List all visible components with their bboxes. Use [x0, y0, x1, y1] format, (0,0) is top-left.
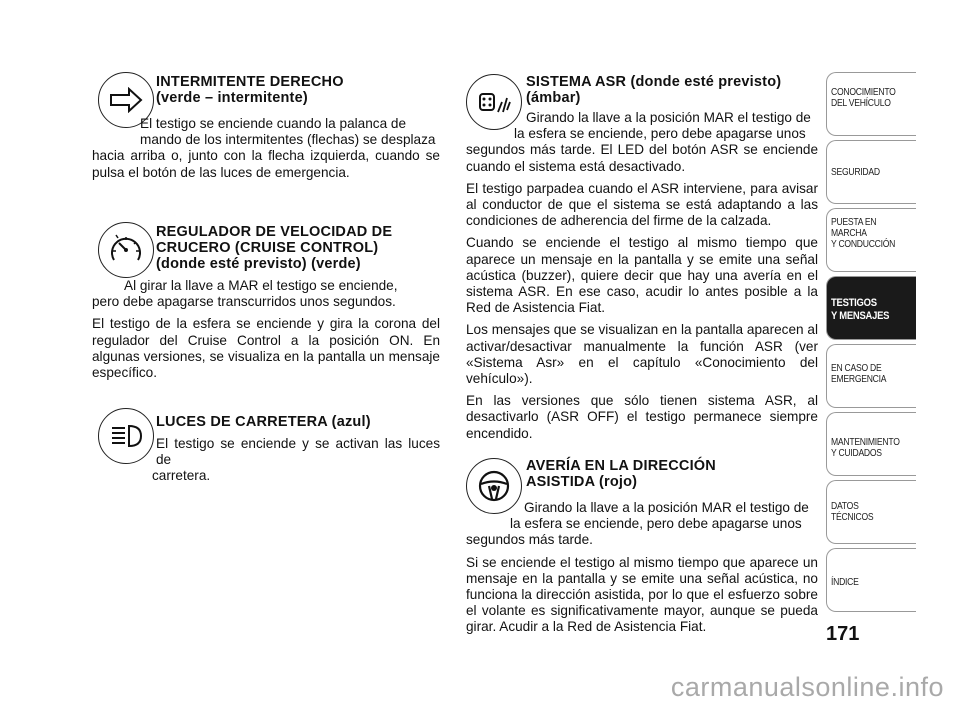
- tab-seguridad[interactable]: [826, 140, 916, 204]
- entry-text: El testigo de la esfera se enciende y gira la corona del regulador del Cruise Control a la posición ON. En algunas versiones, se visualiza en la pantalla un mensaje específico.: [92, 316, 440, 381]
- tab-label: MARCHA: [831, 228, 867, 239]
- entry-text: Cuando se enciende el testigo al mismo tiempo que aparece un mensaje en la pantalla y se emite una señal acústica (buzzer), quiere decir que hay una avería en el sistema ASR. En ese caso, acudir lo antes posible a la Red de Asistencia Fiat.: [466, 235, 818, 316]
- entry-text: Los mensajes que se visualizan en la pantalla aparecen al activar/desactivar manualmente la función ASR (ver «Sistema Asr» en el capítulo «Conocimiento del vehículo»).: [466, 322, 818, 387]
- entry-averia: [466, 458, 818, 658]
- speedometer-icon: [98, 222, 154, 278]
- entry-text-line: la esfera se enciende, pero debe apagarse unos: [514, 126, 806, 142]
- entry-subtitle: ASISTIDA (rojo): [526, 474, 638, 490]
- right-column: [466, 72, 818, 658]
- entry-text: carretera.: [152, 468, 211, 484]
- entry-title: LUCES DE CARRETERA (azul): [156, 414, 371, 430]
- page-number: 171: [826, 623, 860, 645]
- tab-label: CONOCIMIENTO: [831, 87, 896, 98]
- entry-luces: [92, 408, 440, 498]
- entry-text-line: El testigo se enciende cuando la palanca de: [140, 116, 407, 131]
- entry-text: El testigo parpadea cuando el ASR interviene, para avisar al conductor de que el sistema se está adaptando a las condiciones de adherencia del firme de la calzada.: [466, 180, 818, 229]
- entry-text: segundos más tarde. El LED del botón ASR se enciende cuando el sistema está desactivado.: [466, 142, 818, 174]
- entry-text: hacia arriba o, junto con la flecha izquierda, cuando se pulsa el botón de las luces de emergencia.: [92, 148, 440, 180]
- tab-label: ÍNDICE: [831, 577, 859, 588]
- tab-testigos[interactable]: [826, 276, 916, 340]
- tab-mantenimiento[interactable]: [826, 412, 916, 476]
- tab-emergencia[interactable]: [826, 344, 916, 408]
- high-beam-icon: [98, 408, 154, 464]
- entry-intermitente: [92, 72, 440, 222]
- tab-label: TESTIGOS: [831, 297, 877, 309]
- entry-text-line: Girando la llave a la posición MAR el testigo de: [526, 110, 811, 125]
- tab-label: MANTENIMIENTO: [831, 437, 900, 448]
- entry-text-line: El testigo se enciende y se activan las luces de: [156, 436, 440, 468]
- entry-title: AVERÍA EN LA DIRECCIÓN: [526, 458, 716, 474]
- tab-label: Y CONDUCCIÓN: [831, 239, 896, 250]
- tab-label: SEGURIDAD: [831, 167, 880, 178]
- entry-subtitle: (donde esté previsto) (verde): [156, 256, 361, 272]
- watermark: carmanualsonline.info: [670, 672, 944, 702]
- entry-text-line: la esfera se enciende, pero debe apagarse unos: [510, 516, 802, 532]
- tab-label: DEL VEHÍCULO: [831, 98, 891, 109]
- tab-indice[interactable]: [826, 548, 916, 612]
- tab-datos-tecnicos[interactable]: [826, 480, 916, 544]
- entry-text-line: mando de los intermitentes (flechas) se desplaza: [140, 132, 436, 148]
- tab-puesta-en-marcha[interactable]: [826, 208, 916, 272]
- entry-title: REGULADOR DE VELOCIDAD DE: [156, 224, 393, 240]
- entry-text: En las versiones que sólo tienen sistema ASR, al desactivarlo (ASR OFF) el testigo permanece siempre encendido.: [466, 393, 818, 441]
- tab-label: TÉCNICOS: [831, 512, 874, 523]
- tab-label: EN CASO DE: [831, 363, 882, 374]
- entry-title: CRUCERO (CRUISE CONTROL): [156, 240, 379, 256]
- entry-regulador: [92, 222, 440, 408]
- entry-text-line: Girando la llave a la posición MAR el testigo de: [524, 500, 809, 515]
- entry-text: pero debe apagarse transcurridos unos segundos.: [92, 294, 396, 310]
- entry-subtitle: (verde – intermitente): [156, 90, 308, 106]
- entry-asr: [466, 72, 818, 458]
- tab-label: DATOS: [831, 501, 859, 512]
- tab-label: EMERGENCIA: [831, 374, 887, 385]
- chapter-tabs: [826, 72, 916, 616]
- left-column: [92, 72, 440, 498]
- entry-title: INTERMITENTE DERECHO: [156, 74, 344, 90]
- tab-conocimiento[interactable]: [826, 72, 916, 136]
- tab-label: Y MENSAJES: [831, 309, 890, 322]
- entry-text: segundos más tarde.: [466, 532, 593, 548]
- entry-text: Si se enciende el testigo al mismo tiempo que aparece un mensaje en la pantalla y se emite una señal acústica, no funciona la dirección asistida, por lo que el esfuerzo sobre el volante es significativamente mayor, aunque se pueda girar. Acudir a la Red de Asistencia Fiat.: [466, 554, 818, 635]
- entry-title: SISTEMA ASR (donde esté previsto): [526, 74, 782, 90]
- tab-label: PUESTA EN: [831, 217, 877, 228]
- tab-label: Y CUIDADOS: [831, 448, 882, 459]
- entry-text-line: Al girar la llave a MAR el testigo se enciende,: [124, 278, 398, 293]
- entry-subtitle: (ámbar): [526, 90, 581, 106]
